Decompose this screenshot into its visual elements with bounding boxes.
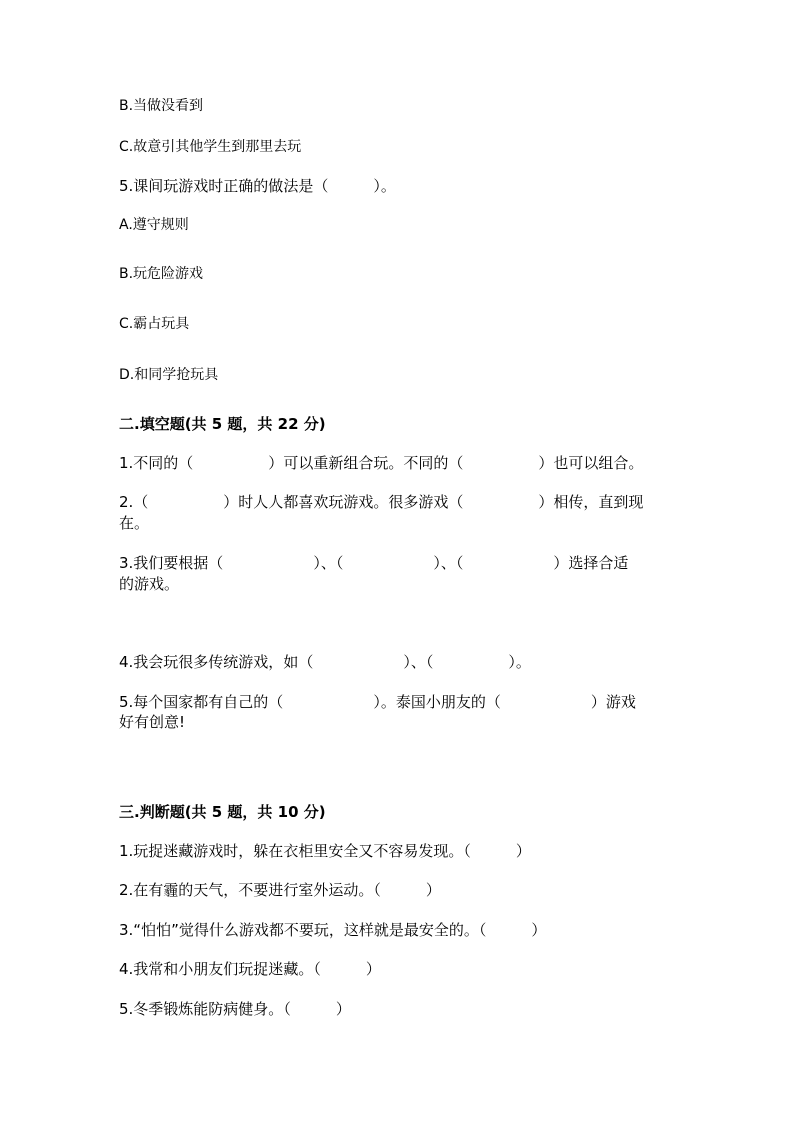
fill-question-3-line-2: 的游戏。: [119, 575, 180, 593]
fill-question-2-line-1: 2.（ ）时人人都喜欢玩游戏。很多游戏（ ）相传，直到现: [119, 493, 644, 511]
option-b-prev: B.当做没看到: [119, 98, 204, 114]
option-d: D.和同学抢玩具: [119, 367, 219, 383]
fill-question-2-line-2: 在。: [119, 514, 150, 532]
section-2-title: 二.填空题(共 5 题，共 22 分): [119, 415, 326, 433]
fill-question-5-line-1: 5.每个国家都有自己的（ ）。泰国小朋友的（ ）游戏: [119, 693, 636, 711]
fill-question-3-line-1: 3.我们要根据（ ）、（ ）、（ ）选择合适: [119, 554, 629, 572]
fill-question-4: 4.我会玩很多传统游戏，如（ ）、（ ）。: [119, 653, 531, 671]
judge-question-1: 1.玩捉迷藏游戏时，躲在衣柜里安全又不容易发现。（ ）: [119, 842, 531, 860]
option-b: B.玩危险游戏: [119, 266, 204, 282]
judge-question-4: 4.我常和小朋友们玩捉迷藏。（ ）: [119, 960, 381, 978]
judge-question-5: 5.冬季锻炼能防病健身。（ ）: [119, 1000, 351, 1018]
option-c-prev: C.故意引其他学生到那里去玩: [119, 139, 302, 155]
option-c: C.霸占玩具: [119, 316, 190, 332]
judge-question-2: 2.在有霾的天气，不要进行室外运动。（ ）: [119, 881, 441, 899]
option-a: A.遵守规则: [119, 217, 189, 233]
question-5-stem: 5.课间玩游戏时正确的做法是（ ）。: [119, 177, 396, 195]
fill-question-5-line-2: 好有创意!: [119, 713, 186, 731]
fill-question-1: 1.不同的（ ）可以重新组合玩。不同的（ ）也可以组合。: [119, 454, 644, 472]
section-3-title: 三.判断题(共 5 题，共 10 分): [119, 803, 326, 821]
judge-question-3: 3.“怕怕”觉得什么游戏都不要玩，这样就是最安全的。（ ）: [119, 921, 547, 939]
